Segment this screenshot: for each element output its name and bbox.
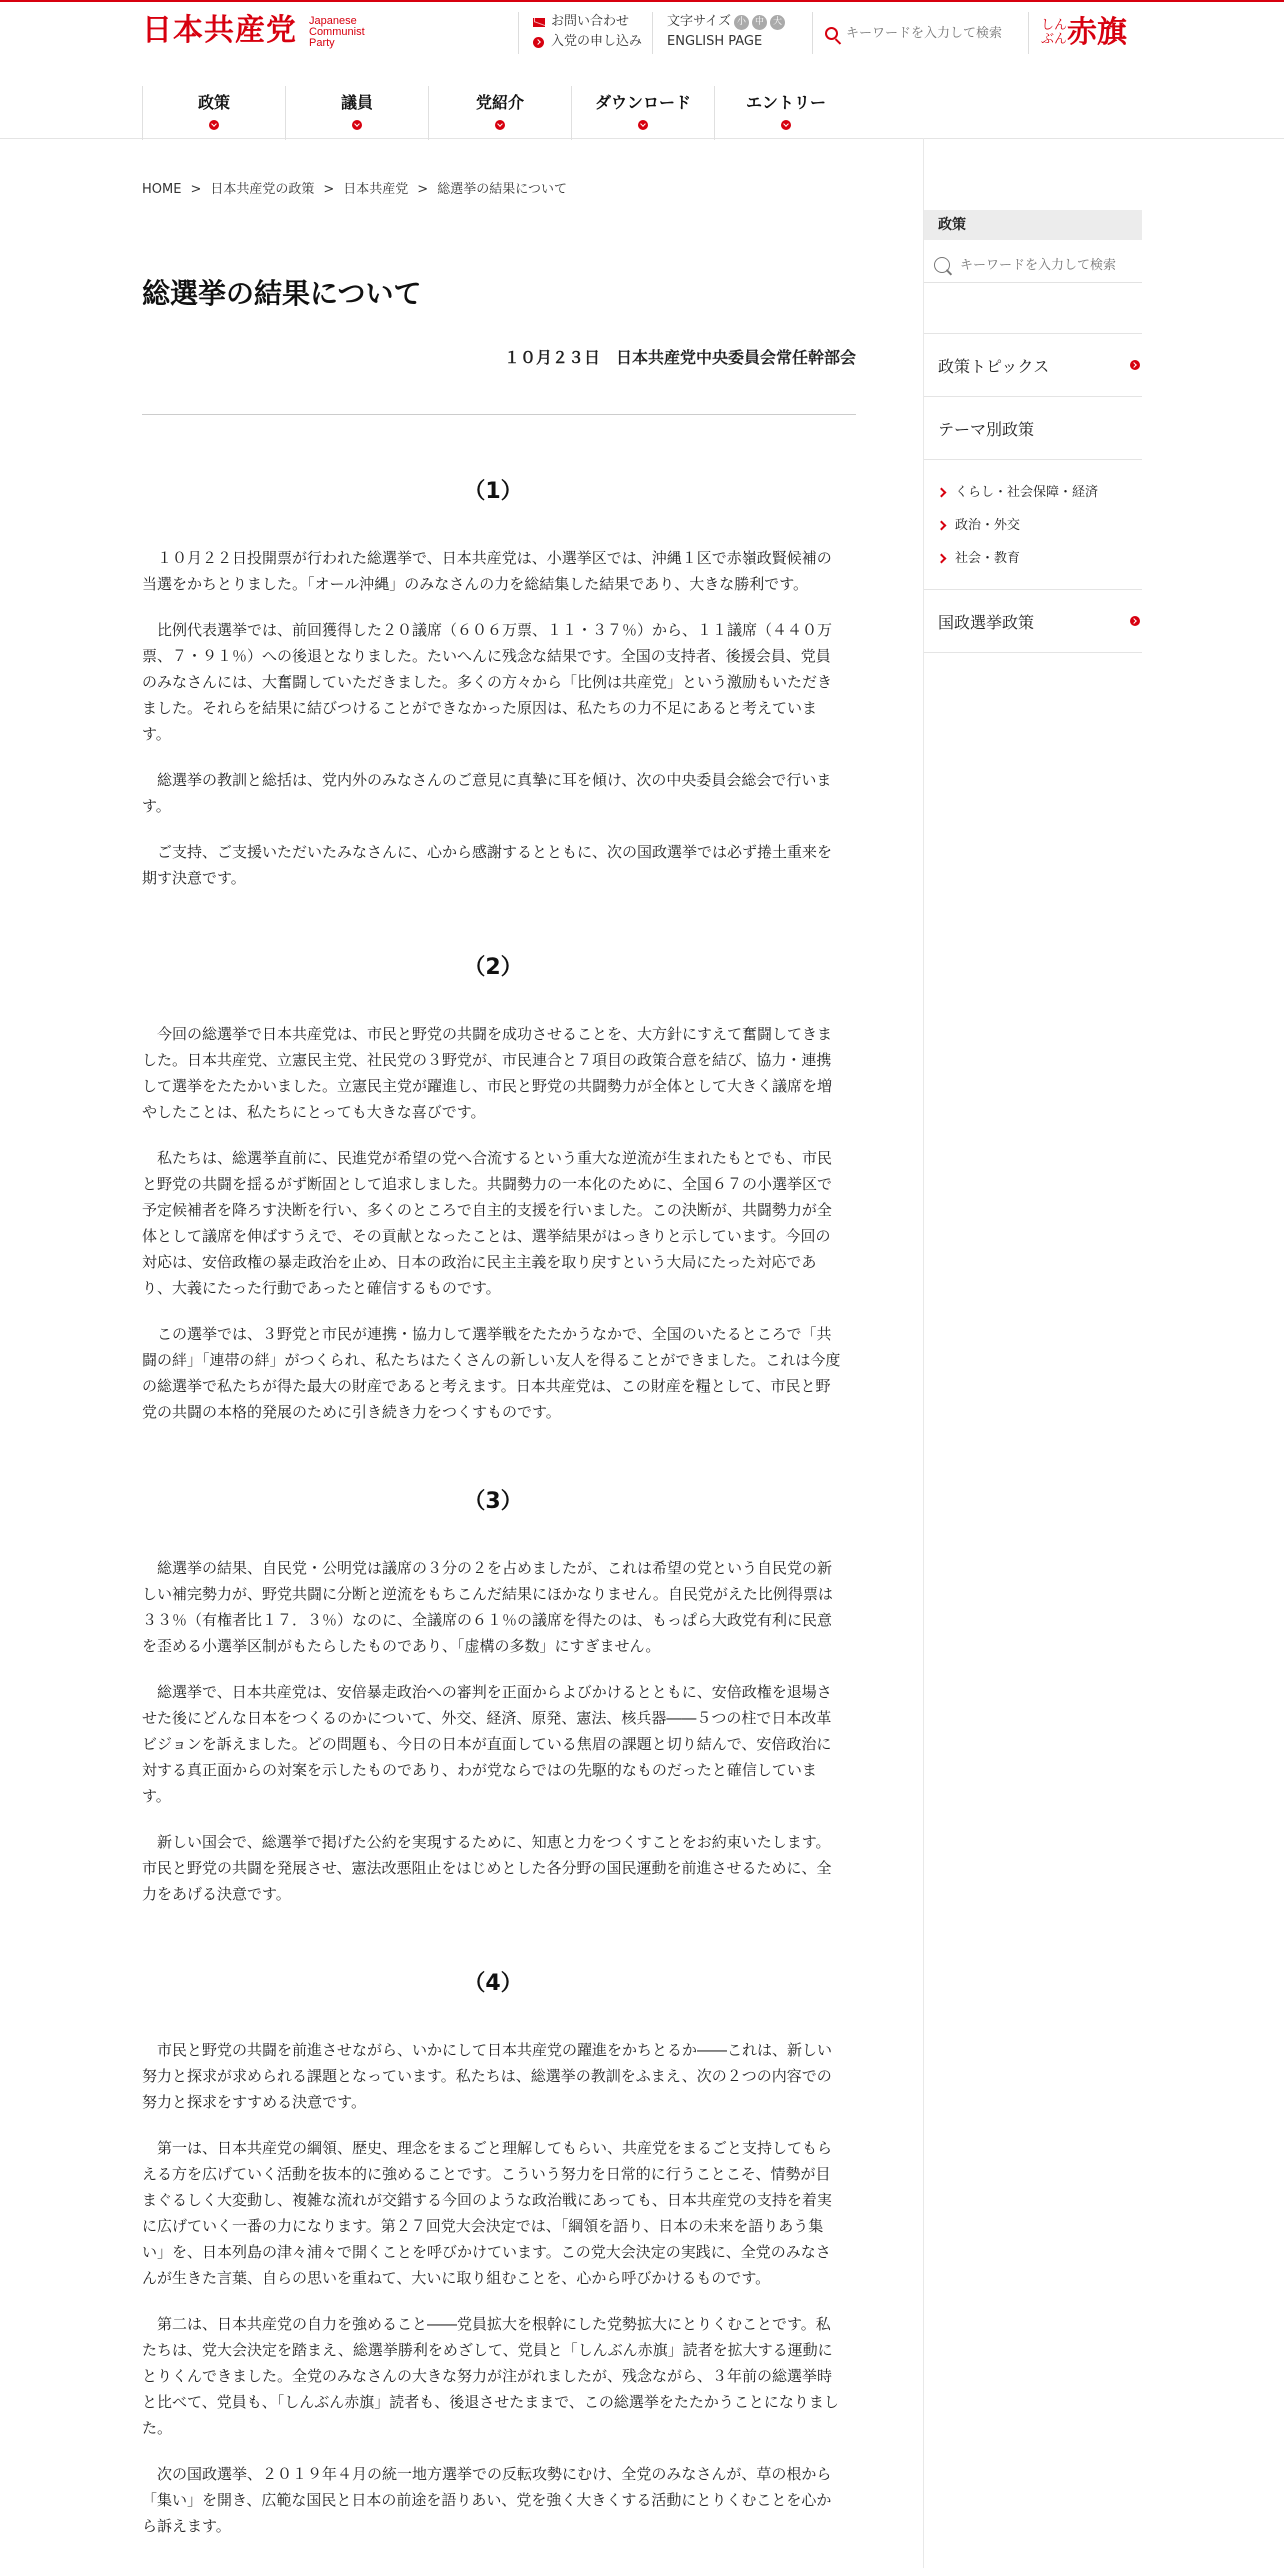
paragraph: 第二は、日本共産党の自力を強めること――党員拡大を根幹にした党勢拡大にとりくむことです。私たちは、党大会決定を踏まえ、総選挙勝利をめざして、党員と「しんぶん赤旗」読者を拡大する運動にとりくんできました。全党のみなさんの大きな努力が注がれましたが、残念ながら、３年前の総選挙時と比べて、党員も、「しんぶん赤旗」読者も、後退させたままで、この総選挙をたたかうことになりました。: [142, 2315, 839, 2437]
header-links: [518, 12, 642, 54]
paragraph: 総選挙の結果、自民党・公明党は議席の３分の２を占めましたが、これは希望の党という自民党の新しい補完勢力が、野党共闘に分断と逆流をもちこんだ結果にほかなりません。自民党がえた比例得票は３３％（有権者比１７．３％）なのに、全議席の６１％の議席を得たのは、もっぱら大政党有利に民意を歪める小選挙区制がもたらしたものであり、「虚構の多数」にすぎません。: [142, 1559, 833, 1655]
sidebar-subitem-politics[interactable]: 政治・外交: [938, 509, 1142, 542]
sidebar-search-input[interactable]: [958, 257, 1132, 274]
chevron-down-icon: [781, 120, 791, 130]
divider: [142, 414, 856, 415]
paragraph: ご支持、ご支援いただいたみなさんに、心から感謝するとともに、次の国政選挙では必ず捲土重来を期す決意です。: [142, 843, 833, 887]
article-body: [142, 479, 844, 2539]
akahata-link[interactable]: [1028, 12, 1127, 54]
paragraph: 私たちは、総選挙直前に、民進党が希望の党へ合流するという重大な逆流が生まれたもとでも、市民と野党の共闘を揺るがず断固として追求しました。共闘勢力の一本化のために、全国６７の小選挙区で予定候補者を降ろす決断を行い、多くのところで自主的支援を行いました。この決断が、共闘勢力が全体として議席を伸ばすうえで、その貢献となったことは、選挙結果がはっきりと示しています。今回の対応は、安倍政権の暴走政治を止め、日本の政治に民主主義を取り戻すという大局にたった対応であり、大義にたった行動であったと確信するものです。: [142, 1149, 833, 1297]
sidebar-label: 政策: [924, 210, 1142, 240]
logo-english: Japanese Communist Party: [309, 15, 365, 49]
breadcrumb-policy[interactable]: 日本共産党の政策: [210, 182, 315, 197]
sidebar-menu: [924, 333, 1142, 653]
section-heading: （4）: [463, 1971, 523, 1996]
article-signature: １０月２３日 日本共産党中央委員会常任幹部会: [503, 348, 856, 367]
main-nav: [142, 86, 857, 140]
sidebar-subitem-living[interactable]: くらし・社会保障・経済: [938, 476, 1142, 509]
join-link[interactable]: 入党の申し込み: [533, 32, 642, 52]
font-size-control: [652, 12, 785, 54]
sidebar-subitem-society[interactable]: 社会・教育: [938, 542, 1142, 575]
mail-icon: [533, 18, 545, 27]
search-icon[interactable]: [934, 257, 950, 273]
akahata-logo-text: 赤旗: [1067, 15, 1127, 50]
font-size-large-button[interactable]: 大: [770, 15, 785, 30]
akahata-small-text: しんぶん: [1041, 18, 1068, 47]
paragraph: 次の国政選挙、２０１９年４月の統一地方選挙での反転攻勢にむけ、全党のみなさんが、草の根から「集い」を開き、広範な国民と日本の前途を語りあい、党を強く大きくする活動にとりくむことを心から訴えます。: [142, 2465, 832, 2535]
chevron-right-icon: [937, 488, 947, 498]
section-heading: （1）: [463, 479, 523, 504]
chevron-down-icon: [209, 120, 219, 130]
nav-item-about[interactable]: 党紹介: [428, 86, 571, 140]
chevron-down-icon: [495, 120, 505, 130]
font-size-small-button[interactable]: 小: [734, 15, 749, 30]
paragraph: １０月２２日投開票が行われた総選挙で、日本共産党は、小選挙区では、沖縄１区で赤嶺政賢候補の当選をかちとりました。「オール沖縄」のみなさんの力を総結集した結果であり、大きな勝利です。: [142, 549, 832, 593]
english-page-link[interactable]: ENGLISH PAGE: [667, 34, 763, 49]
paragraph: 総選挙で、日本共産党は、安倍暴走政治への審判を正面からよびかけるとともに、安倍政権を退場させた後にどんな日本をつくるのかについて、外交、経済、原発、憲法、核兵器――５つの柱で日本改革ビジョンを訴えました。どの問題も、今日の日本が直面している焦眉の課題と切り結んで、安倍政治に対する真正面からの対案を示したものであり、わが党ならではの先駆的なものだったと確信しています。: [142, 1683, 832, 1805]
nav-item-policy[interactable]: 政策: [142, 86, 285, 140]
font-size-medium-button[interactable]: 中: [752, 15, 767, 30]
paragraph: 総選挙の教訓と総括は、党内外のみなさんのご意見に真摯に耳を傾け、次の中央委員会総会で行います。: [142, 771, 832, 815]
paragraph: 第一は、日本共産党の綱領、歴史、理念をまるごと理解してもらい、共産党をまるごと支持してもらえる方を広げていく活動を抜本的に強めることです。こういう努力を日常的に行うことこそ、情勢が目まぐるしく大変動し、複雑な流れが交錯する今回のような政治戦にあっても、日本共産党の支持を着実に広げていく一番の力になります。第２７回党大会決定では、「綱領を語り、日本の未来を語りあう集い」を、日本列島の津々浦々で開くことを呼びかけています。この党大会決定の実践に、全党のみなさんが生きた言葉、自らの思いを重ねて、大いに取り組むことを、心から呼びかけるものです。: [142, 2139, 833, 2287]
paragraph: 今回の総選挙で日本共産党は、市民と野党の共闘を成功させることを、大方針にすえて奮闘してきました。日本共産党、立憲民主党、社民党の３野党が、市民連合と７項目の政策合意を結び、協力・連携して選挙をたたかいました。立憲民主党が躍進し、市民と野党の共闘勢力が全体として大きく議席を増やしたことは、私たちにとっても大きな喜びです。: [142, 1025, 833, 1121]
chevron-right-icon: [937, 521, 947, 531]
paragraph: 比例代表選挙では、前回獲得した２０議席（６０６万票、１１・３７％）から、１１議席（４４０万票、７・９１％）への後退となりました。たいへんに残念な結果です。全国の支持者、後援会員、党員のみなさんには、大奮闘していただきました。多くの方々から「比例は共産党」という激励もいただきました。それらを結果に結びつけることができなかった原因は、私たちの力不足にあると考えています。: [142, 621, 833, 743]
chevron-down-icon: [638, 120, 648, 130]
header-search: [812, 12, 1008, 54]
nav-item-download[interactable]: ダウンロード: [571, 86, 714, 140]
sidebar-item-themes[interactable]: テーマ別政策: [924, 397, 1142, 460]
main-content: [142, 138, 856, 2559]
sidebar-sublist: [924, 460, 1142, 590]
arrow-circle-icon: [1130, 616, 1140, 626]
breadcrumb-party[interactable]: 日本共産党: [343, 182, 409, 197]
chevron-down-icon: [352, 120, 362, 130]
chevron-right-icon: [937, 554, 947, 564]
section-heading: （3）: [463, 1489, 523, 1514]
page-title: 総選挙の結果について: [142, 277, 422, 310]
search-icon[interactable]: [825, 27, 838, 40]
breadcrumb-home[interactable]: HOME: [142, 182, 182, 197]
site-header: [0, 2, 1284, 139]
paragraph: この選挙では、３野党と市民が連携・協力して選挙戦をたたかうなかで、全国のいたるところで「共闘の絆」「連帯の絆」がつくられ、私たちはたくさんの新しい友人を得ることができました。これは今度の総選挙で私たちが得た最大の財産であると考えます。日本共産党は、この財産を糧として、市民と野党の共闘の本格的発展のために引き続き力をつくすものです。: [142, 1325, 841, 1421]
header-search-input[interactable]: [844, 25, 1008, 42]
site-logo[interactable]: [142, 14, 365, 49]
nav-item-members[interactable]: 議員: [285, 86, 428, 140]
contact-link[interactable]: お問い合わせ: [533, 12, 642, 32]
breadcrumb: HOME > 日本共産党の政策 > 日本共産党 > 総選挙の結果について: [142, 182, 567, 197]
logo-text: 日本共産党: [142, 13, 297, 48]
nav-item-entry[interactable]: エントリー: [714, 86, 857, 140]
sidebar-item-topics[interactable]: 政策トピックス: [924, 334, 1142, 397]
breadcrumb-current: 総選挙の結果について: [437, 182, 567, 197]
paragraph: 新しい国会で、総選挙で掲げた公約を実現するために、知恵と力をつくすことをお約束いたします。市民と野党の共闘を発展させ、憲法改悪阻止をはじめとした各分野の国民運動を前進させるために、全力をあげる決意です。: [142, 1833, 832, 1903]
paragraph: 市民と野党の共闘を前進させながら、いかにして日本共産党の躍進をかちとるか――これは、新しい努力と探求が求められる課題となっています。私たちは、総選挙の教訓をふまえ、次の２つの内容での努力と探求をすすめる決意です。: [142, 2041, 833, 2111]
arrow-circle-icon: [533, 37, 544, 48]
sidebar-item-election-policy[interactable]: 国政選挙政策: [924, 590, 1142, 653]
font-size-label: 文字サイズ: [667, 14, 731, 29]
sidebar: [924, 138, 1142, 653]
arrow-circle-icon: [1130, 360, 1140, 370]
section-heading: （2）: [463, 955, 523, 980]
sidebar-search: [924, 248, 1142, 283]
